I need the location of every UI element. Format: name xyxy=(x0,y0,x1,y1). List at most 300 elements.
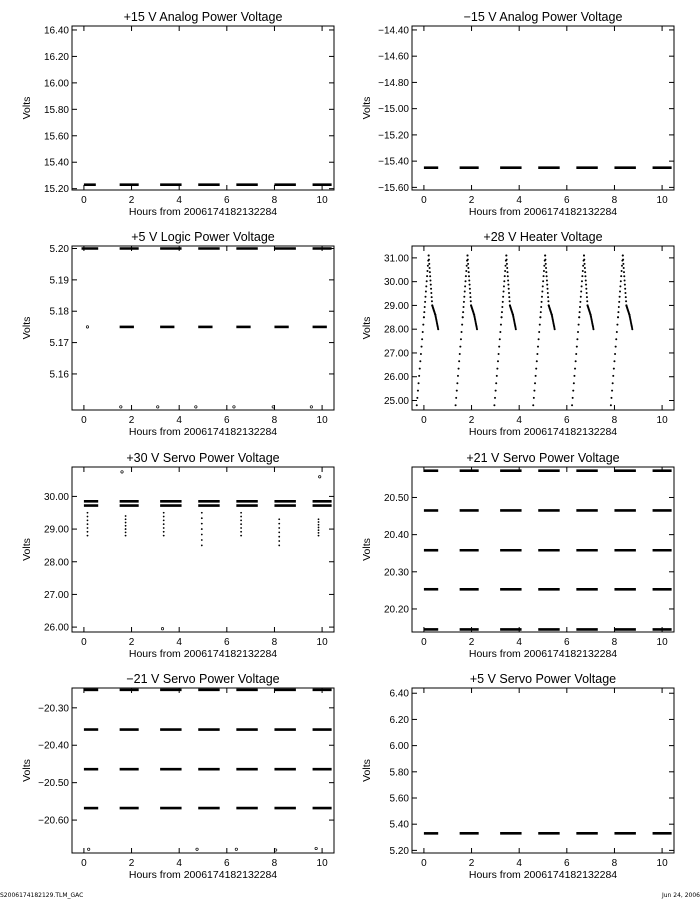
data-point xyxy=(624,292,626,294)
data-point xyxy=(87,519,89,521)
data-point xyxy=(541,301,543,303)
data-point xyxy=(613,368,615,370)
x-tick-label: 8 xyxy=(611,637,618,648)
y-axis-label: Volts xyxy=(21,96,33,120)
data-point xyxy=(502,301,504,303)
data-point xyxy=(318,527,320,529)
data-point xyxy=(533,397,535,399)
data-point xyxy=(506,267,508,269)
data-point xyxy=(612,375,614,377)
data-point xyxy=(616,331,618,333)
data-point xyxy=(623,275,625,277)
data-point xyxy=(542,280,544,282)
data-point xyxy=(540,311,542,313)
data-point xyxy=(469,288,471,290)
y-tick-label: 27.00 xyxy=(383,348,409,360)
data-point xyxy=(574,368,576,370)
data-point xyxy=(631,328,633,330)
data-point xyxy=(125,515,127,517)
data-point xyxy=(547,288,549,290)
x-tick-label: 10 xyxy=(316,415,328,426)
data-point xyxy=(201,517,203,519)
data-point xyxy=(240,523,242,525)
data-point xyxy=(508,292,510,294)
x-axis-label: Hours from 2006174182132284 xyxy=(128,206,278,218)
y-tick-label: 30.00 xyxy=(383,277,409,289)
data-point xyxy=(506,263,508,265)
data-point xyxy=(87,535,89,537)
data-point xyxy=(579,301,581,303)
y-tick-label: 20.50 xyxy=(383,492,409,504)
data-point xyxy=(581,280,583,282)
data-point xyxy=(495,382,497,384)
data-point xyxy=(541,291,543,293)
footer-filename: S2006174182129.TLM_GAC xyxy=(0,892,84,899)
data-point xyxy=(610,397,612,399)
x-tick-label: 2 xyxy=(468,637,475,648)
data-point xyxy=(423,316,425,318)
data-point xyxy=(278,540,280,542)
data-point xyxy=(543,270,545,272)
data-point xyxy=(576,346,578,348)
data-point xyxy=(578,316,580,318)
data-point xyxy=(546,275,548,277)
data-point xyxy=(431,300,433,302)
x-tick-label: 0 xyxy=(81,858,87,869)
x-tick-label: 4 xyxy=(516,195,522,206)
data-point xyxy=(461,324,463,326)
data-point xyxy=(240,527,242,529)
data-point xyxy=(576,338,578,340)
plot-frame xyxy=(72,467,334,632)
y-tick-label: 5.16 xyxy=(49,369,69,381)
data-point xyxy=(618,301,620,303)
data-point xyxy=(625,300,627,302)
x-tick-label: 0 xyxy=(421,637,427,648)
data-point xyxy=(545,263,547,265)
data-point xyxy=(620,280,622,282)
data-point xyxy=(579,311,581,313)
x-tick-label: 0 xyxy=(421,858,427,869)
data-point xyxy=(424,296,426,298)
data-point xyxy=(625,296,627,298)
data-point xyxy=(458,360,460,362)
data-point xyxy=(571,404,573,406)
data-point xyxy=(539,324,541,326)
data-point xyxy=(426,275,428,277)
chart-title: −21 V Servo Power Voltage xyxy=(126,672,280,686)
y-tick-label: 16.20 xyxy=(43,51,69,63)
data-point xyxy=(425,285,427,287)
data-point xyxy=(416,397,418,399)
x-tick-label: 0 xyxy=(421,195,427,206)
data-point xyxy=(201,534,203,536)
data-point xyxy=(428,255,430,257)
data-point xyxy=(424,306,426,308)
data-point xyxy=(310,406,312,408)
data-point xyxy=(547,300,549,302)
data-point xyxy=(469,292,471,294)
data-point xyxy=(429,279,431,281)
data-point xyxy=(462,316,464,318)
data-point xyxy=(538,331,540,333)
data-point xyxy=(459,346,461,348)
data-point xyxy=(584,267,586,269)
data-point xyxy=(507,271,509,273)
data-point xyxy=(319,476,321,478)
data-point xyxy=(437,328,439,330)
x-tick-label: 4 xyxy=(516,637,522,648)
data-point xyxy=(315,847,317,849)
data-point xyxy=(539,316,541,318)
data-point xyxy=(537,346,539,348)
x-tick-label: 8 xyxy=(611,195,618,206)
data-point xyxy=(464,285,466,287)
data-point xyxy=(120,406,122,408)
data-point xyxy=(163,527,165,529)
data-point xyxy=(501,316,503,318)
data-point xyxy=(125,522,127,524)
data-point xyxy=(496,368,498,370)
data-point xyxy=(463,306,465,308)
data-point xyxy=(535,375,537,377)
data-point xyxy=(429,275,431,277)
data-point xyxy=(466,255,468,257)
data-point xyxy=(87,531,89,533)
data-point xyxy=(499,331,501,333)
data-point xyxy=(543,265,545,267)
data-point xyxy=(508,288,510,290)
data-point xyxy=(278,545,280,547)
data-point xyxy=(584,271,586,273)
y-tick-label: −14.40 xyxy=(378,25,409,37)
y-tick-label: 6.40 xyxy=(389,688,409,700)
y-tick-label: 31.00 xyxy=(383,253,409,265)
data-point xyxy=(554,328,556,330)
data-point xyxy=(620,275,622,277)
y-axis-label: Volts xyxy=(361,759,373,782)
y-tick-label: 5.20 xyxy=(49,244,69,256)
data-point xyxy=(578,324,580,326)
data-point xyxy=(585,288,587,290)
data-point xyxy=(318,535,320,537)
data-point xyxy=(425,291,427,293)
data-point xyxy=(235,848,237,850)
data-point xyxy=(163,516,165,518)
chart-title: +5 V Servo Power Voltage xyxy=(469,672,617,686)
plot-frame xyxy=(72,688,334,853)
data-point xyxy=(87,516,89,518)
data-point xyxy=(201,528,203,530)
data-point xyxy=(583,259,585,261)
data-point xyxy=(422,324,424,326)
data-point xyxy=(195,406,197,408)
y-axis-label: Volts xyxy=(21,759,33,782)
data-point xyxy=(318,518,320,520)
data-point xyxy=(462,311,464,313)
data-point xyxy=(614,353,616,355)
data-point xyxy=(418,382,420,384)
data-point xyxy=(582,270,584,272)
data-point xyxy=(585,284,587,286)
x-tick-label: 6 xyxy=(564,415,570,426)
y-axis-label: Volts xyxy=(361,96,373,120)
data-point xyxy=(544,255,546,257)
y-tick-label: 5.18 xyxy=(49,306,69,318)
y-tick-label: 6.00 xyxy=(389,741,409,753)
y-tick-label: −20.60 xyxy=(38,815,69,827)
data-point xyxy=(624,284,626,286)
data-point xyxy=(278,518,280,520)
data-point xyxy=(624,288,626,290)
chart-title: +15 V Analog Power Voltage xyxy=(123,10,283,24)
data-point xyxy=(507,279,509,281)
data-point xyxy=(201,545,203,547)
x-axis-label: Hours from 2006174182132284 xyxy=(128,869,278,881)
data-point xyxy=(423,311,425,313)
y-tick-label: 5.80 xyxy=(389,767,409,779)
x-tick-label: 4 xyxy=(176,195,182,206)
data-point xyxy=(586,296,588,298)
data-point xyxy=(278,523,280,525)
data-point xyxy=(581,285,583,287)
data-point xyxy=(469,284,471,286)
x-tick-label: 4 xyxy=(516,858,522,869)
x-tick-label: 6 xyxy=(224,415,230,426)
chart-panel-1 xyxy=(21,10,334,218)
data-point xyxy=(428,263,430,265)
data-point xyxy=(623,271,625,273)
data-point xyxy=(87,527,89,529)
chart-title: +28 V Heater Voltage xyxy=(483,230,603,244)
data-point xyxy=(592,328,594,330)
data-point xyxy=(493,404,495,406)
y-tick-label: −15.00 xyxy=(378,104,409,116)
data-point xyxy=(430,292,432,294)
data-point xyxy=(540,306,542,308)
x-tick-label: 8 xyxy=(611,415,618,426)
x-axis-label: Hours from 2006174182132284 xyxy=(128,648,278,660)
data-point xyxy=(240,512,242,514)
data-point xyxy=(426,280,428,282)
data-point xyxy=(233,406,235,408)
data-point xyxy=(163,519,165,521)
data-point xyxy=(547,296,549,298)
data-point xyxy=(421,338,423,340)
y-axis-label: Volts xyxy=(21,316,33,340)
data-point xyxy=(504,275,506,277)
data-point xyxy=(318,524,320,526)
data-point xyxy=(505,265,507,267)
data-point xyxy=(464,291,466,293)
data-point xyxy=(422,331,424,333)
plot-frame xyxy=(412,26,674,190)
x-tick-label: 2 xyxy=(128,637,135,648)
data-point xyxy=(201,523,203,525)
data-point xyxy=(456,390,458,392)
data-point xyxy=(536,360,538,362)
x-tick-label: 10 xyxy=(316,858,328,869)
x-axis-label: Hours from 2006174182132284 xyxy=(468,426,618,438)
data-point xyxy=(163,535,165,537)
data-point xyxy=(509,300,511,302)
data-point xyxy=(586,300,588,302)
data-point xyxy=(456,382,458,384)
x-axis-label: Hours from 2006174182132284 xyxy=(468,648,618,660)
data-point xyxy=(431,296,433,298)
data-point xyxy=(583,255,585,257)
data-point xyxy=(610,404,612,406)
data-point xyxy=(465,270,467,272)
y-tick-label: 15.20 xyxy=(43,184,69,196)
data-point xyxy=(545,267,547,269)
x-tick-label: 8 xyxy=(271,858,278,869)
data-point xyxy=(278,536,280,538)
y-axis-label: Volts xyxy=(361,316,373,340)
data-point xyxy=(201,539,203,541)
data-point xyxy=(421,346,423,348)
data-point xyxy=(538,338,540,340)
y-tick-label: 30.00 xyxy=(43,491,69,503)
data-point xyxy=(455,397,457,399)
x-tick-label: 2 xyxy=(128,858,135,869)
x-tick-label: 8 xyxy=(271,195,278,206)
data-point xyxy=(577,331,579,333)
x-tick-label: 10 xyxy=(316,637,328,648)
data-point xyxy=(469,296,471,298)
data-point xyxy=(584,275,586,277)
data-point xyxy=(240,531,242,533)
chart-panel-6 xyxy=(361,451,674,660)
y-tick-label: 6.20 xyxy=(389,714,409,726)
data-point xyxy=(543,275,545,277)
data-point xyxy=(455,404,457,406)
chart-panel-3 xyxy=(21,230,334,438)
data-point xyxy=(240,516,242,518)
y-tick-label: 5.19 xyxy=(49,275,69,287)
data-point xyxy=(427,265,429,267)
data-point xyxy=(572,397,574,399)
x-tick-label: 2 xyxy=(468,858,475,869)
data-point xyxy=(498,353,500,355)
data-point xyxy=(121,471,123,473)
y-tick-label: −15.60 xyxy=(378,182,409,194)
data-point xyxy=(622,255,624,257)
y-tick-label: 5.17 xyxy=(49,338,69,350)
y-tick-label: 15.40 xyxy=(43,157,69,169)
data-point xyxy=(546,279,548,281)
x-tick-label: 10 xyxy=(656,858,668,869)
y-tick-label: −14.60 xyxy=(378,51,409,63)
data-point xyxy=(619,285,621,287)
x-tick-label: 10 xyxy=(656,415,668,426)
x-tick-label: 4 xyxy=(176,415,182,426)
data-point xyxy=(278,527,280,529)
y-tick-label: 29.00 xyxy=(383,300,409,312)
data-point xyxy=(459,353,461,355)
data-point xyxy=(457,375,459,377)
y-tick-label: 25.00 xyxy=(383,395,409,407)
data-point xyxy=(506,259,508,261)
x-axis-label: Hours from 2006174182132284 xyxy=(468,869,618,881)
data-point xyxy=(125,525,127,527)
data-point xyxy=(503,285,505,287)
data-point xyxy=(419,360,421,362)
data-point xyxy=(428,259,430,261)
data-point xyxy=(240,519,242,521)
x-tick-label: 4 xyxy=(176,637,182,648)
y-tick-label: 26.00 xyxy=(383,372,409,384)
x-tick-label: 4 xyxy=(516,415,522,426)
chart-panel-8 xyxy=(361,672,674,881)
x-tick-label: 8 xyxy=(271,637,278,648)
data-point xyxy=(508,296,510,298)
data-point xyxy=(201,512,203,514)
x-axis-label: Hours from 2006174182132284 xyxy=(128,426,278,438)
data-point xyxy=(617,316,619,318)
y-tick-label: 5.20 xyxy=(389,845,409,857)
data-point xyxy=(196,848,198,850)
data-point xyxy=(163,523,165,525)
data-point xyxy=(582,265,584,267)
data-point xyxy=(617,311,619,313)
x-tick-label: 8 xyxy=(611,858,618,869)
y-tick-label: 16.40 xyxy=(43,25,69,37)
chart-title: +21 V Servo Power Voltage xyxy=(466,451,620,465)
data-point xyxy=(533,390,535,392)
y-tick-label: −15.40 xyxy=(378,156,409,168)
data-point xyxy=(430,288,432,290)
data-point xyxy=(580,291,582,293)
data-point xyxy=(621,270,623,272)
chart-title: +30 V Servo Power Voltage xyxy=(126,451,280,465)
data-point xyxy=(503,280,505,282)
data-point xyxy=(505,255,507,257)
data-point xyxy=(507,284,509,286)
data-point xyxy=(624,279,626,281)
data-point xyxy=(278,531,280,533)
chart-panel-4 xyxy=(361,230,674,438)
x-tick-label: 4 xyxy=(176,858,182,869)
data-point xyxy=(416,404,418,406)
data-point xyxy=(507,275,509,277)
data-point xyxy=(547,292,549,294)
data-point xyxy=(615,338,617,340)
x-tick-label: 10 xyxy=(316,195,328,206)
x-tick-label: 6 xyxy=(224,195,230,206)
data-point xyxy=(534,382,536,384)
x-tick-label: 6 xyxy=(564,637,570,648)
data-point xyxy=(573,375,575,377)
footer-date: Jun 24, 2006 xyxy=(661,892,700,899)
y-tick-label: −20.40 xyxy=(38,740,69,752)
x-tick-label: 10 xyxy=(656,637,668,648)
data-point xyxy=(458,368,460,370)
x-tick-label: 0 xyxy=(421,415,427,426)
y-tick-label: −14.80 xyxy=(378,77,409,89)
data-point xyxy=(575,360,577,362)
data-point xyxy=(466,265,468,267)
data-point xyxy=(468,279,470,281)
y-axis-label: Volts xyxy=(361,538,373,561)
data-point xyxy=(611,390,613,392)
data-point xyxy=(580,296,582,298)
data-point xyxy=(541,296,543,298)
data-point xyxy=(619,296,621,298)
data-point xyxy=(584,263,586,265)
y-tick-label: 20.20 xyxy=(383,604,409,616)
x-tick-label: 8 xyxy=(271,415,278,426)
